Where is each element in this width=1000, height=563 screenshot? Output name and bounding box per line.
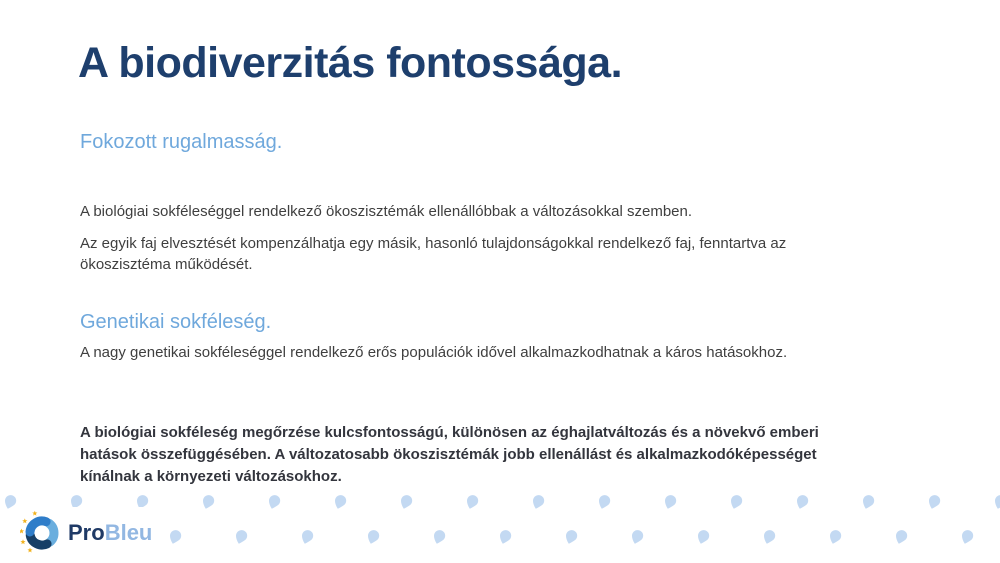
probleu-logo-icon bbox=[20, 509, 64, 557]
paragraph-resilience-1: A biológiai sokféleséggel rendelkező ökoszisztémák ellenállóbbak a változásokkal szemben. bbox=[80, 203, 693, 220]
probleu-logo bbox=[20, 507, 162, 559]
logo-text-pro: Pro bbox=[68, 520, 105, 545]
section-heading-resilience: Fokozott rugalmasság. bbox=[80, 131, 283, 153]
slide-title: A biodiverzitás fontossága. bbox=[78, 39, 623, 87]
section-heading-genetic-diversity: Genetikai sokféleség. bbox=[80, 311, 272, 333]
probleu-logo-text bbox=[68, 522, 152, 544]
logo-text-bleu: Bleu bbox=[104, 520, 153, 545]
paragraph-genetic-diversity: A nagy genetikai sokféleséggel rendelkező erős populációk idővel alkalmazkodhatnak a káros hatásokhoz. bbox=[80, 344, 788, 361]
paragraph-conclusion: A biológiai sokféleség megőrzése kulcsfontosságú, különösen az éghajlatváltozás és a növekvő emberi hatások összefüggésében. A változatosabb ökoszisztémák jobb ellenállást és alkalmazkodóképességet kínálnak a környezeti változásokhoz. bbox=[80, 424, 819, 485]
paragraph-resilience-2: Az egyik faj elvesztését kompenzálhatja egy másik, hasonló tulajdonságokkal rendelkező faj, fenntartva az ökoszisztéma működését. bbox=[80, 235, 787, 273]
